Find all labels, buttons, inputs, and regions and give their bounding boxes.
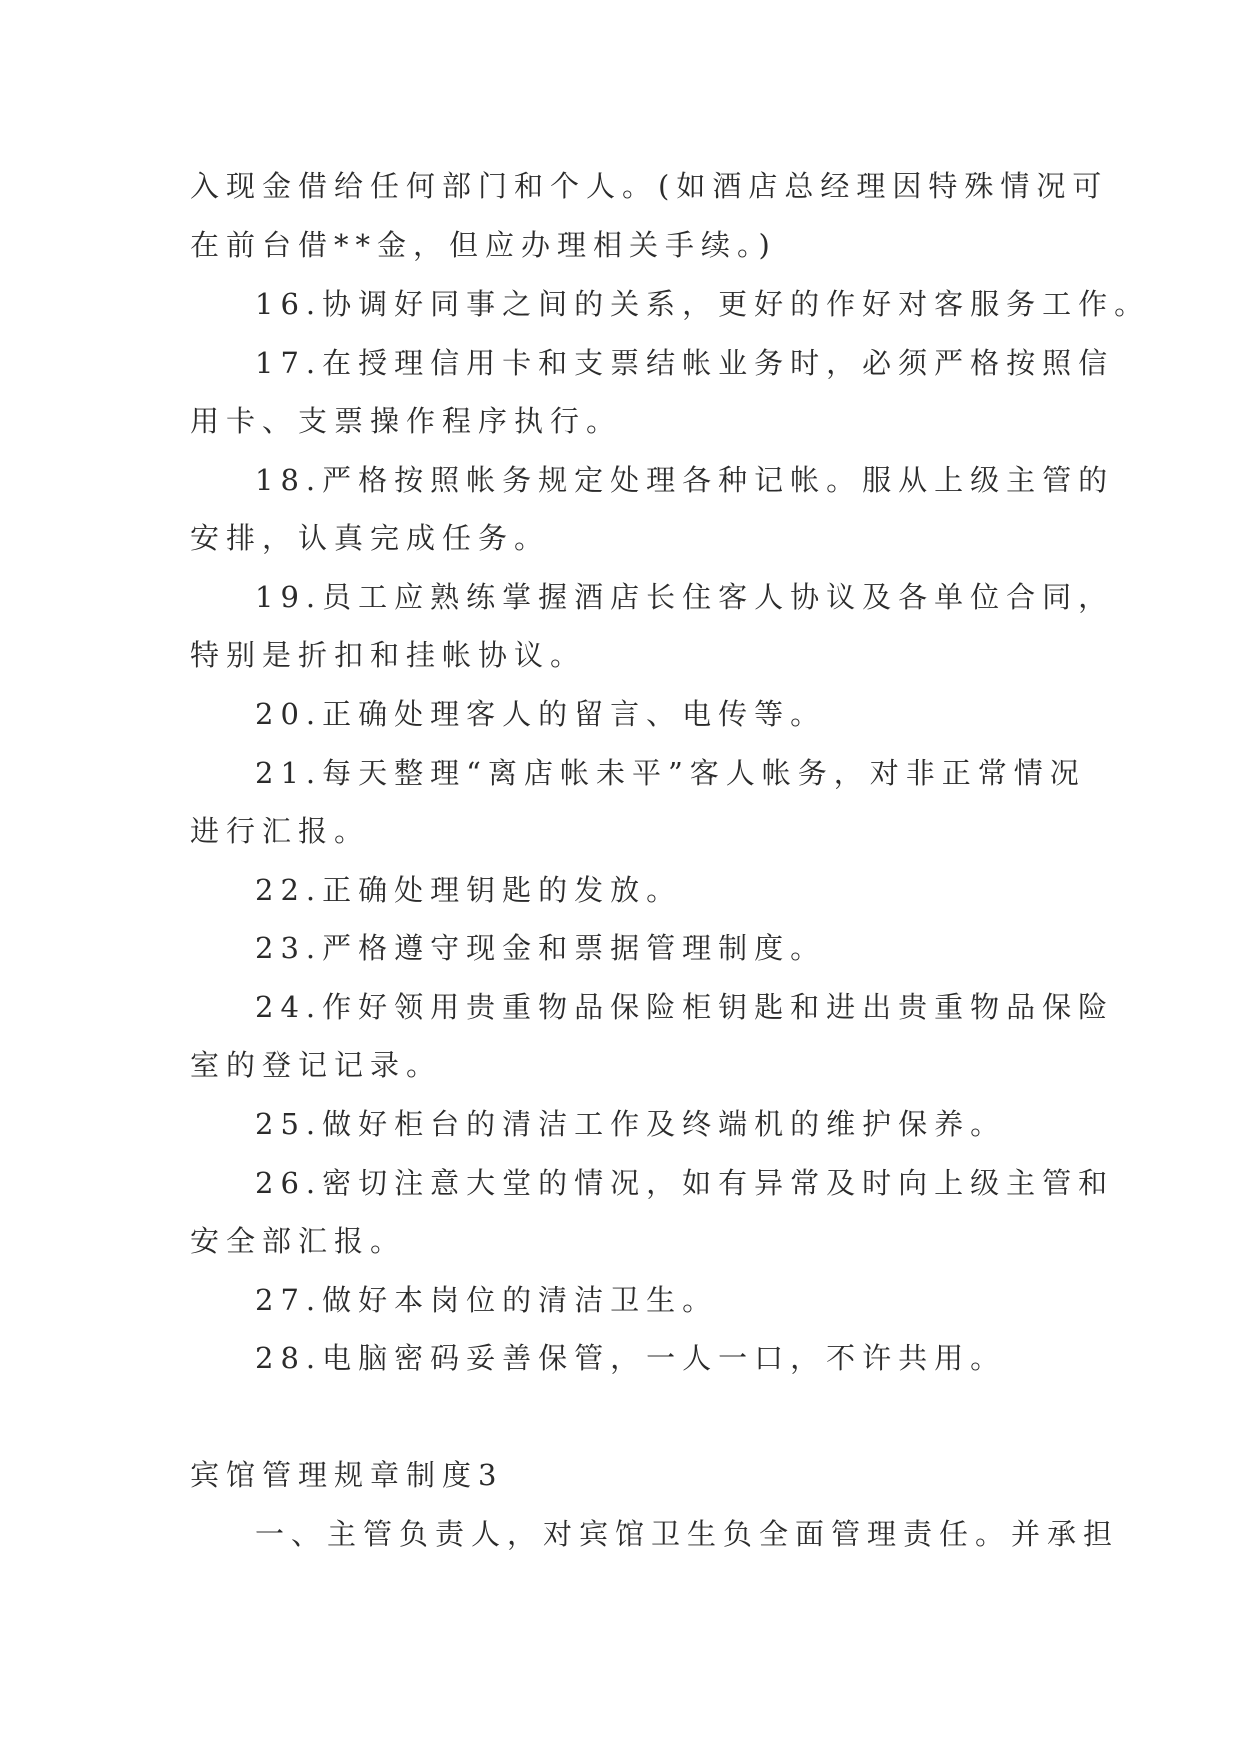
list-item-20: 20.正确处理客人的留言、电传等。 xyxy=(255,697,827,731)
paragraph-line: 室的登记记录。 xyxy=(190,1048,443,1082)
paragraph-line: 在前台借**金，但应办理相关手续。) xyxy=(190,228,777,262)
list-item-16: 16.协调好同事之间的关系，更好的作好对客服务工作。 xyxy=(255,287,1151,321)
list-item-19: 19.员工应熟练掌握酒店长住客人协议及各单位合同， xyxy=(255,580,1115,614)
paragraph-line: 入现金借给任何部门和个人。(如酒店总经理因特殊情况可 xyxy=(190,169,1109,203)
list-item-18: 18.严格按照帐务规定处理各种记帐。服从上级主管的 xyxy=(255,463,1115,497)
paragraph-line: 安排，认真完成任务。 xyxy=(190,521,551,555)
section-heading: 宾馆管理规章制度3 xyxy=(190,1458,504,1492)
list-item-21: 21.每天整理“离店帐未平”客人帐务，对非正常情况 xyxy=(255,756,1086,790)
list-item-26: 26.密切注意大堂的情况，如有异常及时向上级主管和 xyxy=(255,1166,1115,1200)
list-item-28: 28.电脑密码妥善保管，一人一口，不许共用。 xyxy=(255,1341,1007,1375)
paragraph-line: 用卡、支票操作程序执行。 xyxy=(190,404,623,438)
paragraph-line: 一、主管负责人，对宾馆卫生负全面管理责任。并承担 xyxy=(255,1517,1120,1551)
list-item-25: 25.做好柜台的清洁工作及终端机的维护保养。 xyxy=(255,1107,1007,1141)
list-item-24: 24.作好领用贵重物品保险柜钥匙和进出贵重物品保险 xyxy=(255,990,1115,1024)
list-item-27: 27.做好本岗位的清洁卫生。 xyxy=(255,1283,719,1317)
list-item-17: 17.在授理信用卡和支票结帐业务时，必须严格按照信 xyxy=(255,346,1115,380)
list-item-23: 23.严格遵守现金和票据管理制度。 xyxy=(255,931,827,965)
paragraph-line: 进行汇报。 xyxy=(190,814,371,848)
list-item-22: 22.正确处理钥匙的发放。 xyxy=(255,873,683,907)
paragraph-line: 特别是折扣和挂帐协议。 xyxy=(190,638,587,672)
paragraph-line: 安全部汇报。 xyxy=(190,1224,407,1258)
